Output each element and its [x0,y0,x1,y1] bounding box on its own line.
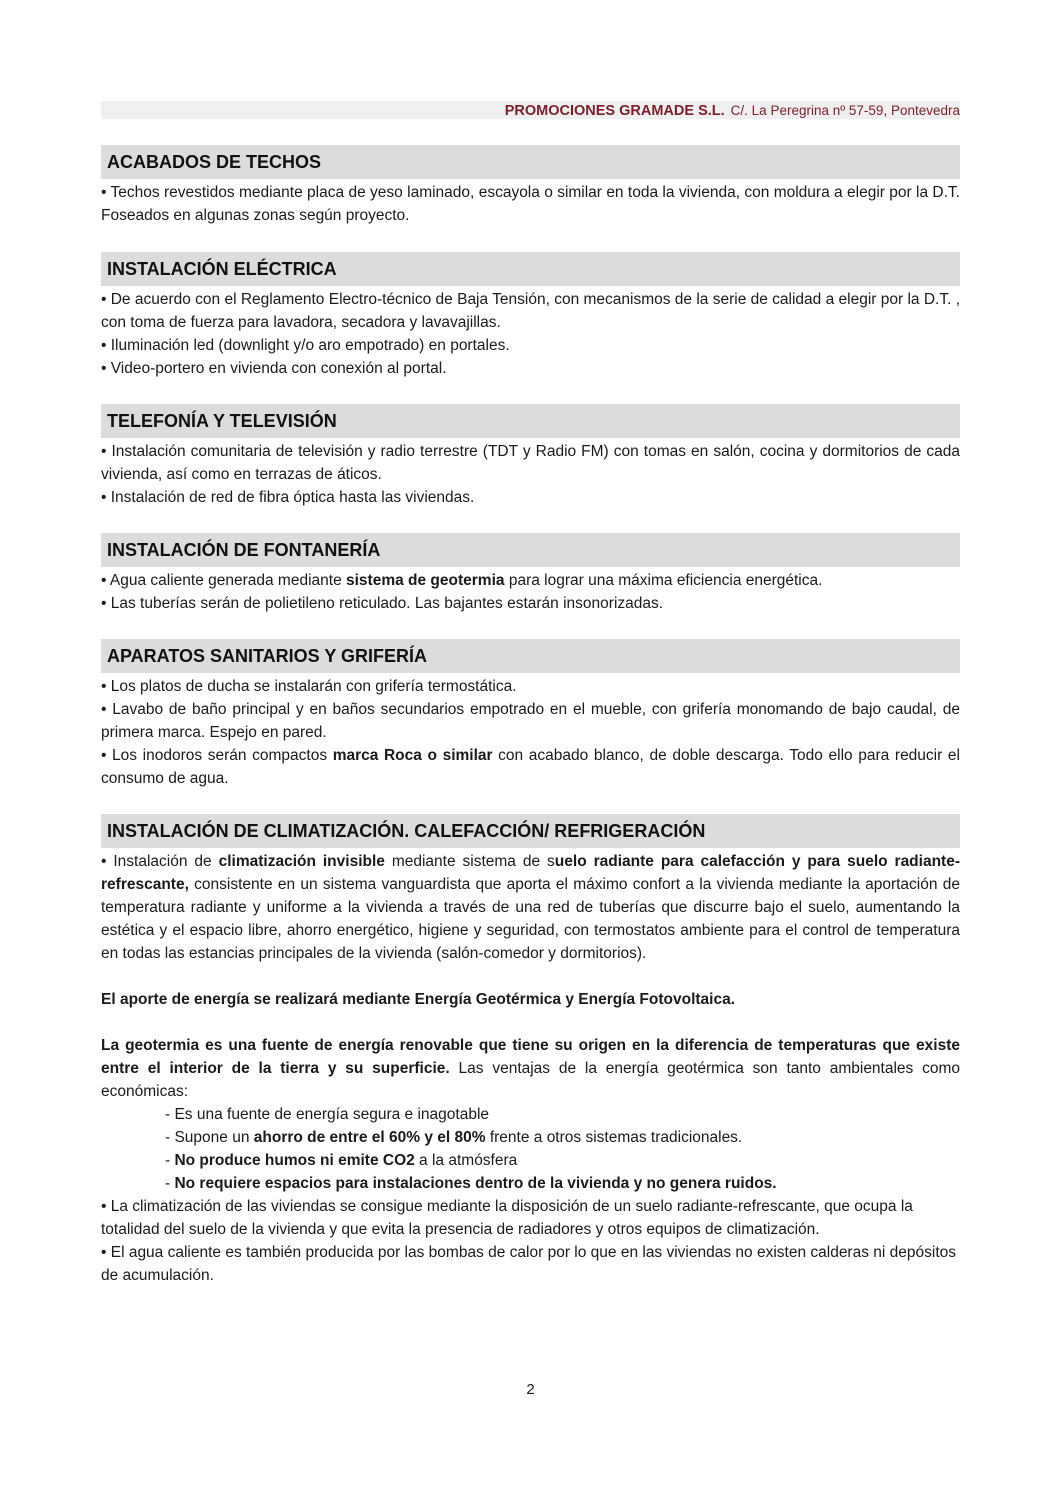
spacer [101,965,960,988]
text-run-bold: climatización invisible [218,853,385,870]
section-title-aparatos-sanitarios: APARATOS SANITARIOS Y GRIFERÍA [101,639,960,673]
paragraph [101,850,960,965]
paragraph: • Las tuberías serán de polietileno reticulado. Las bajantes estarán insonorizadas. [101,595,664,612]
text-run-bold: marca Roca o similar [332,747,493,764]
company-address: C/. La Peregrina nº 57-59, Pontevedra [730,103,960,118]
page-number: 2 [526,1381,535,1398]
paragraph: • Los platos de ducha se instalarán con grifería termostática. [101,678,517,695]
text-run-bold: El aporte de energía se realizará mediante Energía Geotérmica y Energía Fotovoltaica. [101,991,736,1008]
text-run: frente a otros sistemas tradicionales. [485,1129,743,1146]
paragraph: • Video-portero en vivienda con conexión al portal. [101,360,447,377]
section-body-climatizacion [101,850,960,1287]
paragraph: • Iluminación led (downlight y/o aro empotrado) en portales. [101,337,510,354]
section-title-fontaneria: INSTALACIÓN DE FONTANERÍA [101,533,960,567]
text-run: Las ventajas de la energía geotérmica son tanto ambientales como económicas: [101,1060,961,1100]
paragraph: • De acuerdo con el Reglamento Electro-técnico de Baja Tensión, con mecanismos de la serie de calidad a elegir por la D.T. , con toma de fuerza para lavadora, secadora y lavavajillas. [101,291,960,331]
text-run: • Instalación de [101,853,219,870]
paragraph: • Instalación comunitaria de televisión y radio terrestre (TDT y Radio FM) con tomas en salón, cocina y dormitorios de cada vivienda, así como en terrazas de áticos. [101,443,960,483]
spacer [101,1011,960,1034]
paragraph: • Lavabo de baño principal y en baños secundarios empotrado en el mueble, con grifería monomando de bajo caudal, de primera marca. Espejo en pared. [101,701,960,741]
company-name: PROMOCIONES GRAMADE S.L. [504,103,725,119]
section-title-acabados-techos: ACABADOS DE TECHOS [101,145,960,179]
paragraph: • El agua caliente es también producida por las bombas de calor por lo que en las viviendas no existen calderas ni depósitos de acumulación. [101,1244,956,1284]
text-run: - Supone un [165,1129,254,1146]
text-run: • Agua caliente generada mediante [101,572,346,589]
paragraph [101,988,960,1011]
list-item [165,1126,960,1149]
section-title-climatizacion: INSTALACIÓN DE CLIMATIZACIÓN. CALEFACCIÓN/ REFRIGERACIÓN [101,814,960,848]
section-body-acabados-techos [101,181,960,227]
list-item: - Es una fuente de energía segura e inagotable [165,1106,490,1123]
text-run: - [165,1152,175,1169]
text-run-bold: sistema de geotermia [346,572,505,589]
text-run: con acabado blanco, de doble descarga. Todo ello para reducir el consumo de agua. [101,747,960,787]
list-item [165,1172,960,1195]
paragraph [101,1034,960,1103]
paragraph [101,569,960,592]
text-run: - [165,1175,175,1192]
paragraph [101,744,960,790]
text-run-bold: No produce humos ni emite CO2 [174,1152,415,1169]
text-run-bold: No requiere espacios para instalaciones dentro de la vivienda y no genera ruidos. [174,1175,777,1192]
text-run-bold: ahorro de entre el 60% y el 80% [253,1129,486,1146]
section-body-telefonia-television [101,440,960,509]
paragraph: • La climatización de las viviendas se consigue mediante la disposición de un suelo radiante-refrescante, que ocupa la totalidad del suelo de la vivienda y que evita la presencia de radiadores y otros equipos de climatización. [101,1198,913,1238]
section-body-instalacion-electrica [101,288,960,380]
paragraph: • Instalación de red de fibra óptica hasta las viviendas. [101,489,475,506]
section-title-instalacion-electrica: INSTALACIÓN ELÉCTRICA [101,252,960,286]
text-run: consistente en un sistema vanguardista que aporta el máximo confort a la vivienda mediante la aportación de temperatura radiante y uniforme a la vivienda a través de una red de tuberías que discurre bajo el suelo, aumentando la estética y el espacio libre, ahorro energético, higiene y seguridad, con termostatos ambiente para el control de temperatura en todas las estancias principales de la vivienda (salón-comedor y dormitorios). [101,876,960,962]
section-title-telefonia-television: TELEFONÍA Y TELEVISIÓN [101,404,960,438]
page-header [101,101,960,119]
text-run-bold: uelo radiante para calefacción y para suelo radiante-refrescante, [101,853,960,893]
text-run: para lograr una máxima eficiencia energética. [504,572,823,589]
text-run-bold: La geotermia es una fuente de energía renovable que tiene su origen en la diferencia de temperaturas que existe entre el interior de la tierra y su superficie. [101,1037,960,1077]
text-run: a la atmósfera [414,1152,518,1169]
text-run: • Los inodoros serán compactos [101,747,333,764]
text-run: mediante sistema de s [384,853,555,870]
paragraph: • Techos revestidos mediante placa de yeso laminado, escayola o similar en toda la vivienda, con moldura a elegir por la D.T. Foseados en algunas zonas según proyecto. [101,184,960,224]
section-body-fontaneria [101,569,960,615]
section-body-aparatos-sanitarios [101,675,960,790]
list-item [165,1149,960,1172]
